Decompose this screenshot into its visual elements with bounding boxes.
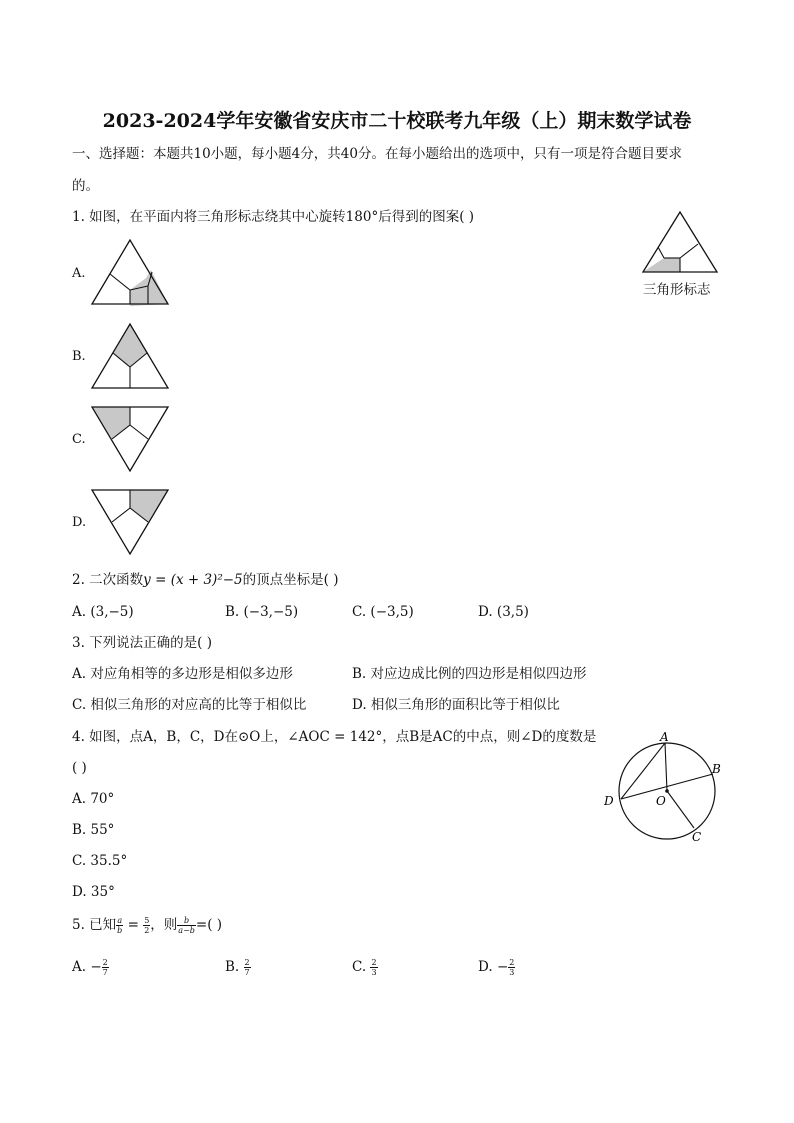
q5-option-b: B. $\frac{2}{7}$ — [225, 958, 250, 977]
q1-option-c-label: C. — [72, 432, 86, 447]
q1-ref-shaded-region — [643, 258, 680, 272]
q4-line-oc — [667, 791, 694, 828]
q1-reference-figure — [640, 210, 720, 276]
q1-option-c-figure — [90, 404, 170, 472]
q1-option-a-label: A. — [72, 266, 86, 281]
q4-label-a: A — [660, 730, 669, 744]
q3-option-c: C. 相似三角形的对应高的比等于相似比 — [72, 697, 307, 713]
q1-option-d-figure — [90, 487, 170, 555]
q5-option-a: A. − $\frac{2}{7}$ — [72, 958, 108, 977]
q4-center-dot — [665, 789, 669, 793]
q2-stem-math: y = (x + 3)²−5 — [143, 572, 243, 588]
q3-option-d: D. 相似三角形的面积比等于相似比 — [352, 697, 560, 713]
q3-stem: 3. 下列说法正确的是( ) — [72, 635, 212, 651]
q4-option-d: D. 35° — [72, 884, 115, 900]
q5-given-value: $\frac{5}{2}$ — [144, 916, 150, 935]
q4-line-oa — [665, 743, 667, 791]
q5-stem-suffix: =( ) — [195, 917, 223, 933]
q2-stem-prefix: 2. 二次函数 — [72, 572, 144, 588]
q5-target-fraction: $\frac{b}{a-b}$ — [178, 916, 195, 935]
q4-option-c: C. 35.5° — [72, 853, 128, 869]
page-title: 2023-2024学年安徽省安庆市二十校联考九年级（上）期末数学试卷 — [102, 110, 692, 132]
section-heading-line2: 的。 — [72, 178, 99, 194]
q4-circle-figure — [600, 728, 730, 844]
q1-option-b-label: B. — [72, 349, 86, 364]
q3-option-b: B. 对应边成比例的四边形是相似四边形 — [352, 666, 587, 682]
q2-option-b: B. (−3,−5) — [225, 604, 299, 620]
q2-option-d: D. (3,5) — [478, 604, 529, 620]
q2-option-a: A. (3,−5) — [72, 604, 134, 620]
q5-option-c: C. $\frac{2}{3}$ — [352, 958, 377, 977]
q5-given-eq: = — [127, 917, 139, 933]
q2-stem — [72, 571, 338, 589]
q4-option-b: B. 55° — [72, 822, 115, 838]
q5-option-d: D. − $\frac{2}{3}$ — [478, 958, 515, 977]
q4-option-a: A. 70° — [72, 791, 115, 807]
q5-stem-prefix: 5. 已知 — [72, 917, 117, 933]
q5-given-fraction: $\frac{a}{b}$ — [117, 916, 123, 935]
q5-stem — [72, 916, 222, 935]
q1-option-b-figure — [90, 322, 170, 390]
q4-label-o: O — [656, 794, 666, 808]
q1-stem: 1. 如图，在平面内将三角形标志绕其中心旋转180°后得到的图案( ) — [72, 209, 475, 225]
section-heading-line1: 一、选择题：本题共10小题，每小题4分，共40分。在每小题给出的选项中，只有一项是符合题目要求 — [72, 146, 682, 162]
q4-label-b: B — [712, 762, 721, 776]
q4-label-d: D — [604, 794, 614, 808]
q2-option-c: C. (−3,5) — [352, 604, 414, 620]
q3-option-a: A. 对应角相等的多边形是相似多边形 — [72, 666, 293, 682]
q2-stem-suffix: 的顶点坐标是( ) — [242, 572, 339, 588]
q5-mid: ，则 — [150, 917, 178, 933]
q1-figure-caption: 三角形标志 — [643, 282, 711, 298]
q4-label-c: C — [692, 830, 702, 844]
q4-line-db — [621, 774, 713, 799]
q4-stem-line2: ( ) — [72, 760, 87, 776]
q4-stem: 4. 如图，点A，B，C，D在⊙O上，∠AOC = 142°，点B是AC的中点，则∠D的度数是 — [72, 729, 597, 745]
q1-option-a-figure — [90, 238, 170, 306]
q1-option-d-label: D. — [72, 515, 87, 530]
q4-line-da — [621, 743, 665, 799]
